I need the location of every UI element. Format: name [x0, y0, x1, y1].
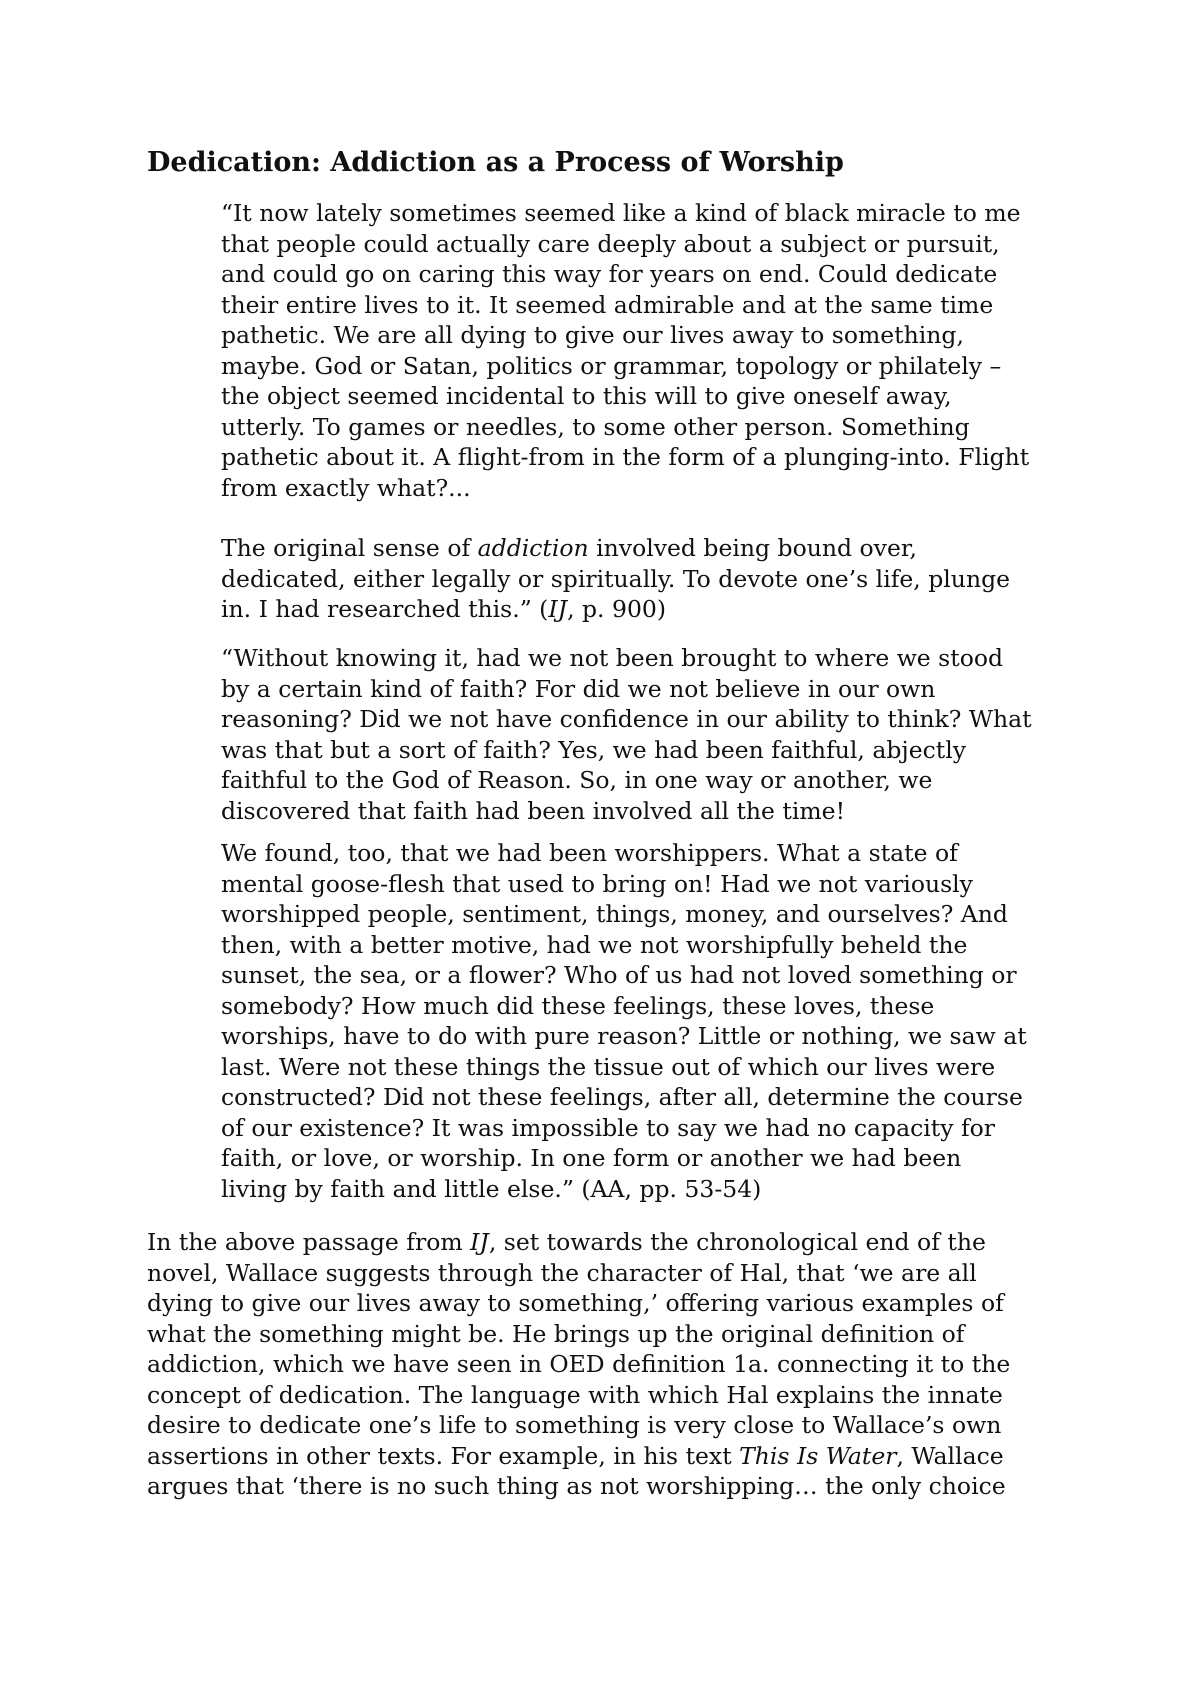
quote-line: by a certain kind of faith? For did we not believe in our own: [221, 674, 936, 703]
quote-line: their entire lives to it. It seemed admirable and at the same time: [221, 290, 994, 319]
quote-line: then, with a better motive, had we not worshipfully beheld the: [221, 930, 968, 959]
body-text: In the above passage from: [147, 1228, 471, 1256]
body-paragraph: [147, 1227, 1127, 1502]
quote-line: the object seemed incidental to this will to give oneself away,: [221, 382, 952, 410]
quote-line: was that but a sort of faith? Yes, we had been faithful, abjectly: [221, 735, 967, 764]
quote-line: last. Were not these things the tissue out of which our lives were: [221, 1052, 996, 1081]
quote-line: dedicated, either legally or spiritually. To devote one’s life, plunge: [221, 564, 1011, 593]
quote-line: faith, or love, or worship. In one form or another we had been: [221, 1144, 962, 1172]
quote-line: worships, have to do with pure reason? Little or nothing, we saw at: [221, 1022, 1027, 1050]
body-text: , Wallace: [896, 1441, 1004, 1470]
quote-line: from exactly what?...: [221, 473, 471, 502]
section-heading: Dedication: Addiction as a Process of Worship: [147, 147, 844, 178]
quote-line: somebody? How much did these feelings, these loves, these: [221, 991, 935, 1020]
body-text: assertions in other texts. For example, in his text: [147, 1441, 740, 1470]
body-line: concept of dedication. The language with which Hal explains the innate: [147, 1380, 1003, 1409]
quote-line: mental goose-flesh that used to bring on! Had we not variously: [221, 869, 973, 898]
quote-line: living by faith and little else.” (AA, pp. 53-54): [221, 1174, 762, 1203]
quote-line: of our existence? It was impossible to say we had no capacity for: [221, 1113, 996, 1142]
block-quote-infinite-jest: [221, 198, 1121, 503]
body-line: desire to dedicate one’s life to something is very close to Wallace’s own: [147, 1411, 1002, 1439]
quote-text: involved being bound over,: [588, 534, 917, 562]
quote-line: pathetic. We are all dying to give our lives away to something,: [221, 321, 964, 349]
citation-title: IJ: [470, 1228, 489, 1256]
quote-text: in. I had researched this.” (: [221, 595, 549, 623]
quote-line: pathetic about it. A flight-from in the form of a plunging-into. Flight: [221, 443, 1030, 471]
quote-line: maybe. God or Satan, politics or grammar, topology or philately –: [221, 351, 1002, 380]
quote-text: The original sense of: [221, 534, 478, 562]
quote-line: [221, 594, 1121, 625]
quote-line: sunset, the sea, or a flower? Who of us had not loved something or: [221, 961, 1017, 989]
quote-line: constructed? Did not these feelings, after all, determine the course: [221, 1083, 1023, 1111]
quote-line: discovered that faith had been involved all the time!: [221, 796, 846, 825]
quote-line: We found, too, that we had been worshippers. What a state of: [221, 839, 958, 867]
block-quote-faith: [221, 643, 1121, 826]
body-line: addiction, which we have seen in OED definition 1a. connecting it to the: [147, 1350, 1011, 1378]
citation-title: IJ: [548, 595, 568, 623]
body-line: dying to give our lives away to something,’ offering various examples of: [147, 1289, 1004, 1317]
quote-line: faithful to the God of Reason. So, in one way or another, we: [221, 766, 933, 794]
quote-text: , p. 900): [567, 595, 667, 623]
block-quote-worshippers: [221, 838, 1121, 1204]
quote-line: “It now lately sometimes seemed like a kind of black miracle to me: [221, 199, 1021, 227]
citation-title: This Is Water: [739, 1441, 897, 1470]
quote-line: utterly. To games or needles, to some other person. Something: [221, 412, 970, 441]
quote-line: “Without knowing it, had we not been brought to where we stood: [221, 644, 1004, 672]
emphasis-addiction: addiction: [477, 534, 589, 562]
quote-line: reasoning? Did we not have confidence in our ability to think? What: [221, 705, 1032, 733]
quote-line: [221, 533, 1121, 564]
body-line: what the something might be. He brings up the original definition of: [147, 1319, 965, 1348]
quote-line: that people could actually care deeply about a subject or pursuit,: [221, 229, 1000, 258]
quote-line: and could go on caring this way for years on end. Could dedicate: [221, 260, 998, 288]
body-line: [147, 1227, 1127, 1258]
body-line: novel, Wallace suggests through the character of Hal, that ‘we are all: [147, 1258, 977, 1287]
quote-line: worshipped people, sentiment, things, money, and ourselves? And: [221, 900, 1008, 928]
body-line: [147, 1441, 1127, 1472]
block-quote-addiction-sense: [221, 533, 1121, 625]
body-line: argues that ‘there is no such thing as not worshipping… the only choice: [147, 1472, 1006, 1500]
body-text: , set towards the chronological end of the: [488, 1228, 986, 1256]
